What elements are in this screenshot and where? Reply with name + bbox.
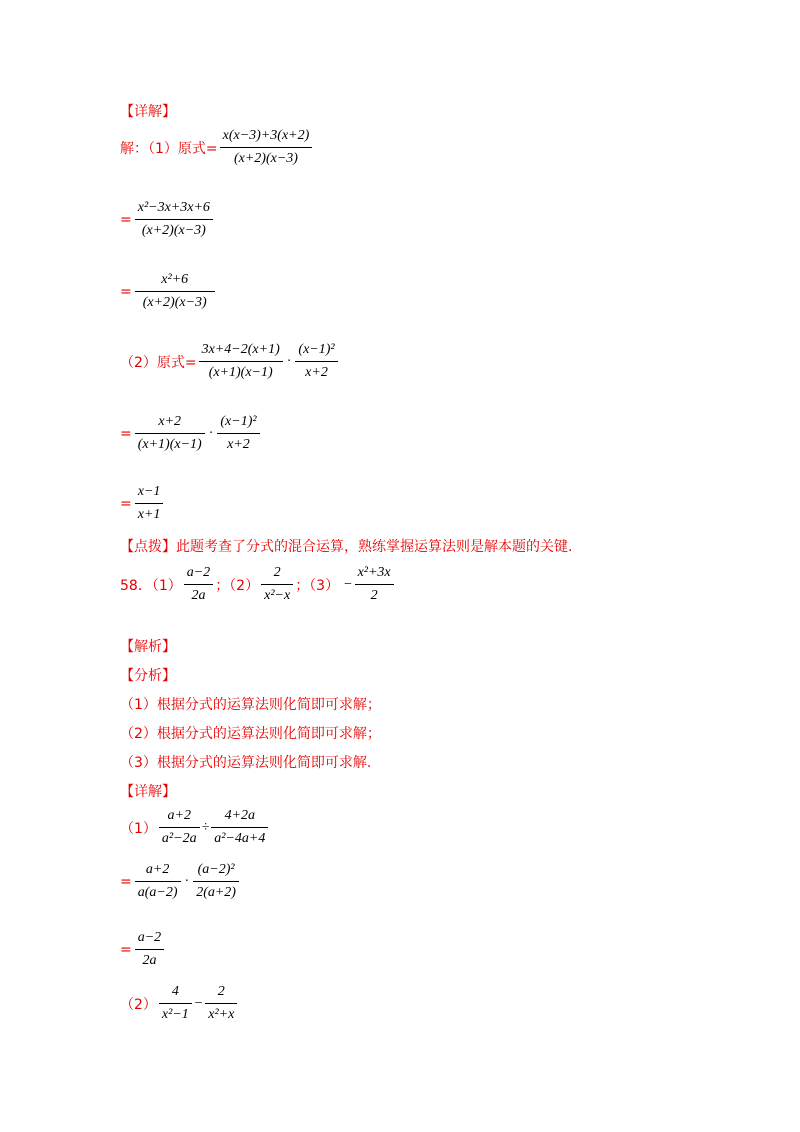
numerator: a+2	[167, 808, 191, 823]
fraction	[193, 862, 239, 901]
numerator: x−1	[137, 484, 161, 499]
numerator: a−2	[137, 930, 162, 945]
analysis-line-1: （1）根据分式的运算法则化简即可求解；	[120, 697, 381, 713]
section-heading-detail-2: 【详解】	[120, 784, 176, 800]
denominator: 2a	[142, 953, 157, 968]
minus-sign: −	[193, 995, 204, 1011]
divide-sign: ÷	[201, 819, 210, 835]
section-heading-analysis: 【解析】	[120, 639, 176, 655]
numerator: a+2	[145, 862, 170, 877]
denominator: x²−x	[264, 588, 291, 603]
denominator: x+2	[305, 365, 328, 380]
denominator: (x+2)(x−3)	[141, 223, 206, 238]
fraction	[135, 272, 215, 311]
denominator: 2(a+2)	[196, 885, 236, 900]
numerator: x²+6	[161, 272, 189, 287]
fraction	[135, 484, 164, 523]
question-number: 58．（1）	[120, 577, 182, 594]
denominator: a²−2a	[161, 831, 197, 846]
equals-sign: =	[120, 425, 132, 442]
denominator: a(a−2)	[137, 885, 178, 900]
numerator: (x−1)²	[220, 414, 257, 429]
equals-sign: =	[120, 283, 132, 300]
part1-label: 解：（1）原式=	[120, 140, 218, 157]
part2-label: （2）原式=	[120, 354, 197, 371]
separator: ；（2）	[215, 577, 260, 594]
denominator: x²+x	[208, 1007, 235, 1022]
numerator: (x−1)²	[298, 342, 335, 357]
fraction	[205, 984, 237, 1023]
analysis-line-2: （2）根据分式的运算法则化简即可求解；	[120, 726, 381, 742]
part2-step3	[120, 484, 165, 523]
denominator: (x+2)(x−3)	[142, 295, 207, 310]
detail1-expression	[120, 808, 270, 847]
fraction	[159, 808, 200, 847]
part2-original-expression: （2）原式= $\frac{3x+4-2(x+1)}{(x+1)(x-1)}$ · $\frac{\text{(x−1)²}}{x+2}$	[120, 342, 340, 381]
part-label: （2）	[120, 996, 157, 1013]
numerator: 2	[273, 565, 281, 580]
fraction	[217, 414, 259, 453]
part1-step2	[120, 200, 215, 239]
fraction	[261, 565, 293, 604]
denominator: x²−1	[161, 1007, 189, 1022]
fraction	[135, 930, 164, 969]
numerator: x²−3x+3x+6	[137, 200, 210, 215]
equals-sign: =	[120, 941, 132, 958]
numerator: x(x−3)+3(x+2)	[222, 128, 310, 143]
denominator: x+1	[137, 507, 161, 522]
numerator: x²+3x	[357, 565, 391, 580]
equals-sign: =	[120, 211, 132, 228]
denominator: (x+1)(x−1)	[208, 365, 273, 380]
denominator: (x+2)(x−3)	[233, 151, 298, 166]
fraction	[199, 342, 283, 381]
numerator: (a−2)²	[197, 862, 235, 877]
denominator: x+2	[227, 437, 250, 452]
numerator: 3x+4−2(x+1)	[201, 342, 280, 357]
equals-sign: =	[120, 873, 132, 890]
numerator: 2	[217, 984, 225, 999]
numerator: 4	[171, 984, 179, 999]
numerator: x+2	[158, 414, 182, 429]
fraction	[135, 200, 213, 239]
fraction	[355, 565, 394, 604]
denominator: 2	[370, 588, 378, 603]
part2-step2: = $\frac{x+2}{(x+1)(x-1)}$ · $\frac{\text{(x−1)²}}{x+2}$	[120, 414, 262, 453]
detail1-step2: = $\frac{a+2}{a(a-2)}$ · $\frac{\text{(a−2)²}}{2(a+2)}$	[120, 862, 241, 901]
numerator: a−2	[186, 565, 211, 580]
denominator: 2a	[191, 588, 206, 603]
detail1-step3	[120, 930, 166, 969]
fraction	[159, 984, 192, 1023]
fraction	[135, 862, 181, 901]
question-58-answers	[120, 565, 396, 604]
part1-original-expression	[120, 128, 314, 167]
fraction	[295, 342, 337, 381]
numerator: 4+2a	[224, 808, 256, 823]
fraction	[220, 128, 313, 167]
tip-note: 【点拨】此题考查了分式的混合运算，熟练掌握运算法则是解本题的关键.	[120, 539, 573, 555]
fraction	[184, 565, 213, 604]
denominator: a²−4a+4	[214, 831, 266, 846]
section-heading-detail: 【详解】	[120, 104, 176, 120]
part1-step3	[120, 272, 217, 311]
fraction	[135, 414, 205, 453]
fraction	[211, 808, 268, 847]
minus-sign: −	[343, 576, 353, 592]
separator: ；（3）	[295, 577, 340, 594]
detail2-expression	[120, 984, 239, 1023]
part-label: （1）	[120, 820, 157, 837]
denominator: (x+1)(x−1)	[137, 437, 202, 452]
equals-sign: =	[120, 495, 132, 512]
analysis-line-3: （3）根据分式的运算法则化简即可求解.	[120, 755, 372, 771]
section-heading-reasoning: 【分析】	[120, 668, 176, 684]
